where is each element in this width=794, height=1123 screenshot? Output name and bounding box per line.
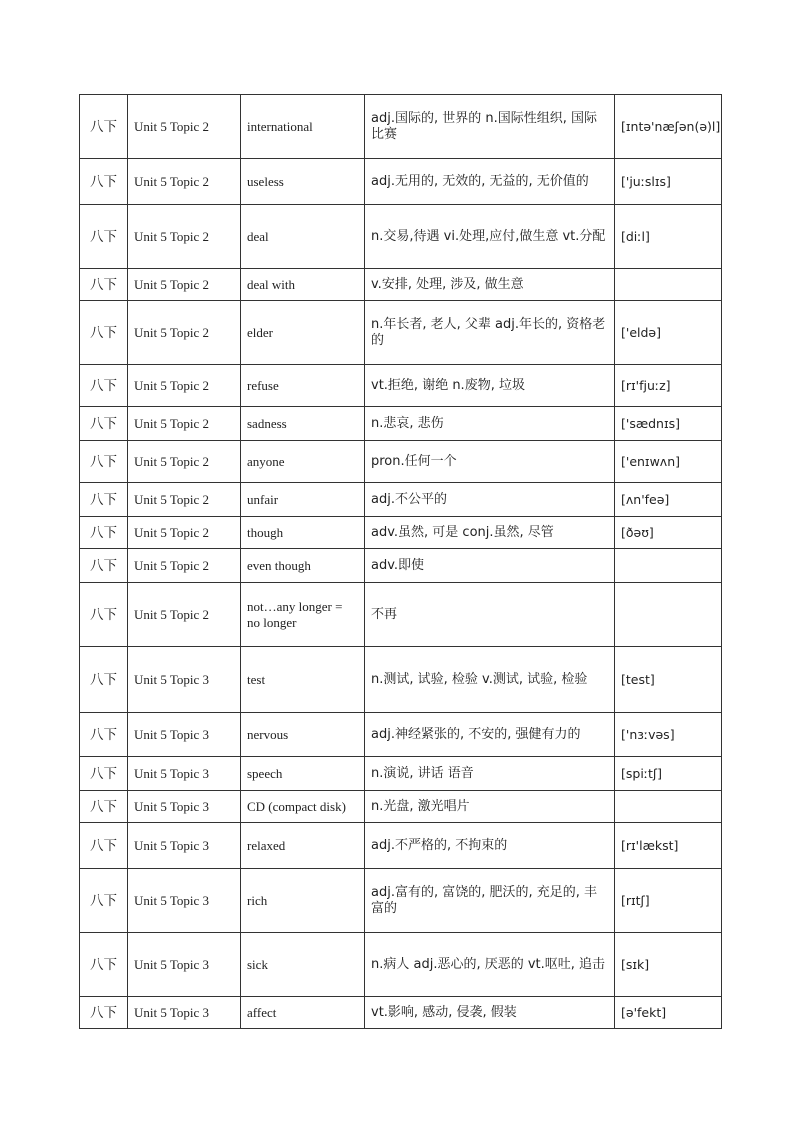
meaning-cell: n.病人 adj.恶心的, 厌恶的 vt.呕吐, 追击 — [365, 933, 615, 997]
meaning-cell: n.光盘, 激光唱片 — [365, 791, 615, 823]
unit-cell: Unit 5 Topic 2 — [128, 95, 241, 159]
word-cell: deal — [241, 205, 365, 269]
unit-cell: Unit 5 Topic 3 — [128, 869, 241, 933]
word-cell: rich — [241, 869, 365, 933]
table-row — [80, 933, 722, 997]
word-cell: sadness — [241, 407, 365, 441]
level-cell: 八下 — [80, 869, 128, 933]
unit-cell: Unit 5 Topic 3 — [128, 647, 241, 713]
phonetic-cell: [spiːtʃ] — [615, 757, 722, 791]
meaning-cell: v.安排, 处理, 涉及, 做生意 — [365, 269, 615, 301]
phonetic-cell — [615, 583, 722, 647]
meaning-cell: n.年长者, 老人, 父辈 adj.年长的, 资格老的 — [365, 301, 615, 365]
table-row — [80, 407, 722, 441]
word-cell: elder — [241, 301, 365, 365]
meaning-cell: adj.神经紧张的, 不安的, 强健有力的 — [365, 713, 615, 757]
word-cell: international — [241, 95, 365, 159]
phonetic-cell: [ə'fekt] — [615, 997, 722, 1029]
level-cell: 八下 — [80, 205, 128, 269]
table-row — [80, 549, 722, 583]
unit-cell: Unit 5 Topic 2 — [128, 159, 241, 205]
meaning-cell: adv.虽然, 可是 conj.虽然, 尽管 — [365, 517, 615, 549]
phonetic-cell: [ʌn'feə] — [615, 483, 722, 517]
phonetic-cell: [test] — [615, 647, 722, 713]
level-cell: 八下 — [80, 997, 128, 1029]
level-cell: 八下 — [80, 823, 128, 869]
level-cell: 八下 — [80, 365, 128, 407]
word-cell: CD (compact disk) — [241, 791, 365, 823]
meaning-cell: n.悲哀, 悲伤 — [365, 407, 615, 441]
unit-cell: Unit 5 Topic 2 — [128, 365, 241, 407]
level-cell: 八下 — [80, 95, 128, 159]
unit-cell: Unit 5 Topic 3 — [128, 791, 241, 823]
phonetic-cell: ['enɪwʌn] — [615, 441, 722, 483]
word-cell: nervous — [241, 713, 365, 757]
table-row — [80, 997, 722, 1029]
level-cell: 八下 — [80, 517, 128, 549]
meaning-cell: pron.任何一个 — [365, 441, 615, 483]
table-row — [80, 95, 722, 159]
meaning-cell: n.测试, 试验, 检验 v.测试, 试验, 检验 — [365, 647, 615, 713]
table-row — [80, 269, 722, 301]
unit-cell: Unit 5 Topic 3 — [128, 823, 241, 869]
meaning-cell: adj.富有的, 富饶的, 肥沃的, 充足的, 丰富的 — [365, 869, 615, 933]
unit-cell: Unit 5 Topic 2 — [128, 407, 241, 441]
unit-cell: Unit 5 Topic 3 — [128, 713, 241, 757]
phonetic-cell: ['nɜːvəs] — [615, 713, 722, 757]
unit-cell: Unit 5 Topic 2 — [128, 583, 241, 647]
phonetic-cell: [sɪk] — [615, 933, 722, 997]
unit-cell: Unit 5 Topic 2 — [128, 205, 241, 269]
word-cell: affect — [241, 997, 365, 1029]
level-cell: 八下 — [80, 647, 128, 713]
unit-cell: Unit 5 Topic 2 — [128, 483, 241, 517]
word-cell: relaxed — [241, 823, 365, 869]
word-cell: test — [241, 647, 365, 713]
phonetic-cell: [rɪ'lækst] — [615, 823, 722, 869]
word-cell: refuse — [241, 365, 365, 407]
word-cell: deal with — [241, 269, 365, 301]
table-row — [80, 301, 722, 365]
table-row — [80, 205, 722, 269]
table-row — [80, 483, 722, 517]
meaning-cell: 不再 — [365, 583, 615, 647]
table-row — [80, 823, 722, 869]
level-cell: 八下 — [80, 301, 128, 365]
vocabulary-table — [79, 94, 722, 1029]
phonetic-cell: [diːl] — [615, 205, 722, 269]
level-cell: 八下 — [80, 713, 128, 757]
meaning-cell: n.交易,待遇 vi.处理,应付,做生意 vt.分配 — [365, 205, 615, 269]
meaning-cell: n.演说, 讲话 语音 — [365, 757, 615, 791]
level-cell: 八下 — [80, 483, 128, 517]
meaning-cell: adj.无用的, 无效的, 无益的, 无价值的 — [365, 159, 615, 205]
table-row — [80, 159, 722, 205]
level-cell: 八下 — [80, 159, 128, 205]
level-cell: 八下 — [80, 407, 128, 441]
unit-cell: Unit 5 Topic 2 — [128, 301, 241, 365]
meaning-cell: vt.拒绝, 谢绝 n.废物, 垃圾 — [365, 365, 615, 407]
phonetic-cell: ['eldə] — [615, 301, 722, 365]
word-cell: not…any longer = no longer — [241, 583, 365, 647]
word-cell: though — [241, 517, 365, 549]
meaning-cell: adv.即使 — [365, 549, 615, 583]
table-row — [80, 583, 722, 647]
word-cell: even though — [241, 549, 365, 583]
unit-cell: Unit 5 Topic 2 — [128, 441, 241, 483]
table-row — [80, 713, 722, 757]
word-cell: useless — [241, 159, 365, 205]
phonetic-cell: [ɪntə'næʃən(ə)l] — [615, 95, 722, 159]
phonetic-cell: [rɪ'fjuːz] — [615, 365, 722, 407]
meaning-cell: adj.国际的, 世界的 n.国际性组织, 国际比赛 — [365, 95, 615, 159]
level-cell: 八下 — [80, 757, 128, 791]
table-row — [80, 441, 722, 483]
level-cell: 八下 — [80, 441, 128, 483]
table-row — [80, 757, 722, 791]
phonetic-cell — [615, 791, 722, 823]
meaning-cell: adj.不公平的 — [365, 483, 615, 517]
level-cell: 八下 — [80, 549, 128, 583]
table-row — [80, 365, 722, 407]
vocabulary-table-body — [80, 95, 722, 1029]
table-row — [80, 517, 722, 549]
phonetic-cell: ['juːslɪs] — [615, 159, 722, 205]
phonetic-cell — [615, 269, 722, 301]
phonetic-cell: [ðəʊ] — [615, 517, 722, 549]
unit-cell: Unit 5 Topic 3 — [128, 757, 241, 791]
word-cell: anyone — [241, 441, 365, 483]
unit-cell: Unit 5 Topic 2 — [128, 269, 241, 301]
phonetic-cell: ['sædnɪs] — [615, 407, 722, 441]
table-row — [80, 791, 722, 823]
phonetic-cell: [rɪtʃ] — [615, 869, 722, 933]
unit-cell: Unit 5 Topic 2 — [128, 549, 241, 583]
phonetic-cell — [615, 549, 722, 583]
level-cell: 八下 — [80, 791, 128, 823]
level-cell: 八下 — [80, 583, 128, 647]
unit-cell: Unit 5 Topic 3 — [128, 997, 241, 1029]
meaning-cell: vt.影响, 感动, 侵袭, 假装 — [365, 997, 615, 1029]
meaning-cell: adj.不严格的, 不拘束的 — [365, 823, 615, 869]
word-cell: unfair — [241, 483, 365, 517]
unit-cell: Unit 5 Topic 2 — [128, 517, 241, 549]
table-row — [80, 869, 722, 933]
table-row — [80, 647, 722, 713]
word-cell: sick — [241, 933, 365, 997]
unit-cell: Unit 5 Topic 3 — [128, 933, 241, 997]
word-cell: speech — [241, 757, 365, 791]
level-cell: 八下 — [80, 269, 128, 301]
level-cell: 八下 — [80, 933, 128, 997]
